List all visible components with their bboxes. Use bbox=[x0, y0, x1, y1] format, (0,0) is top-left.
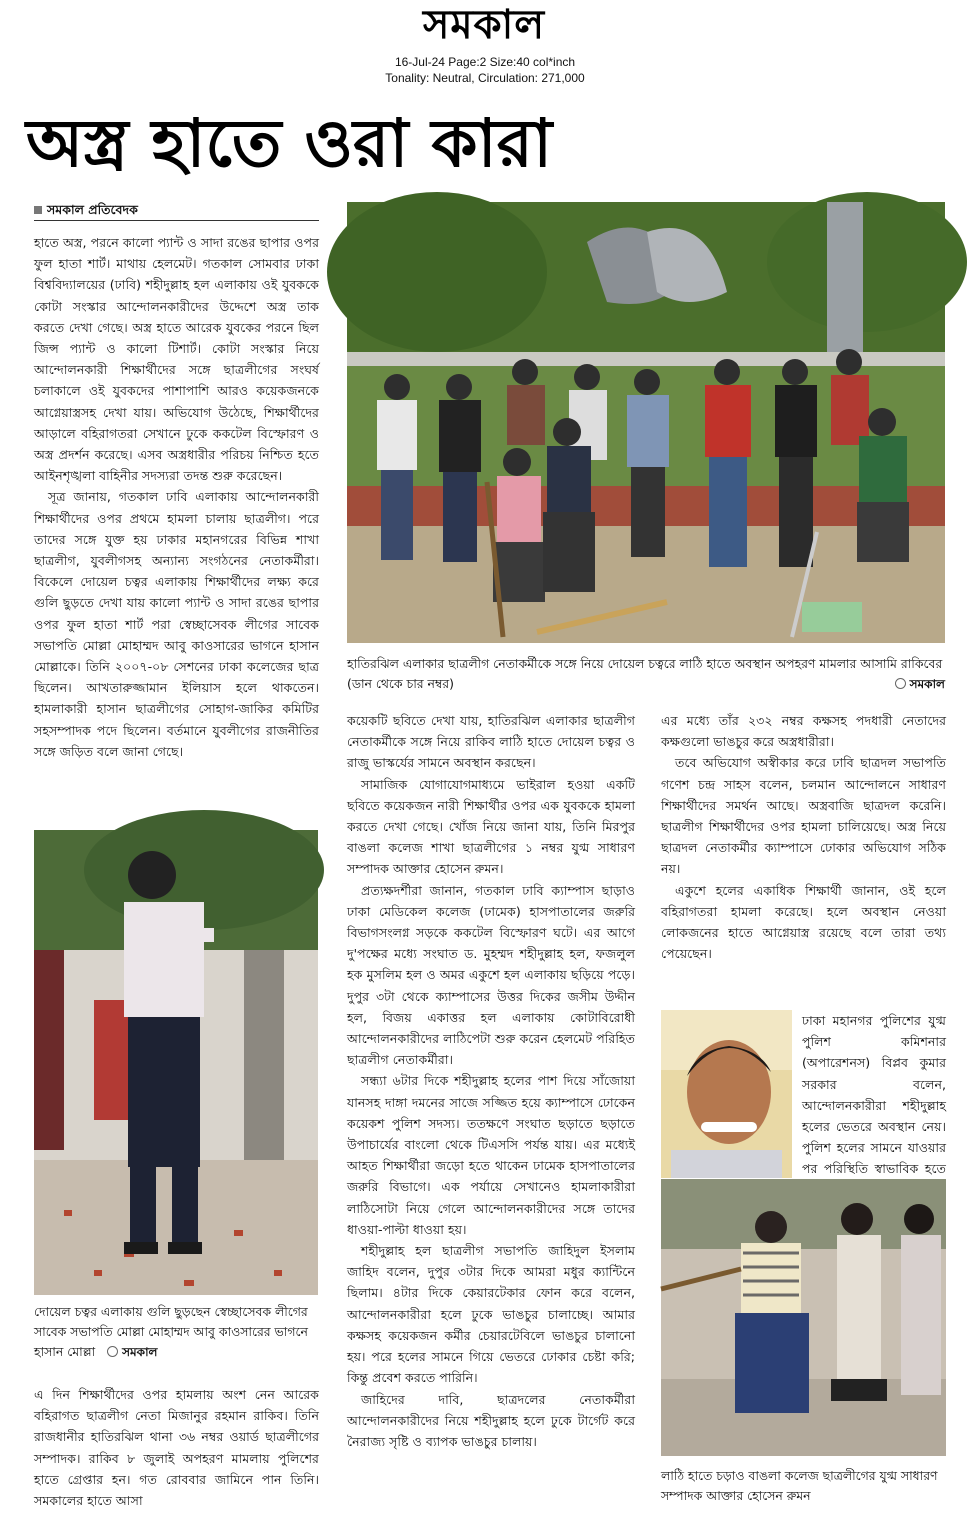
headline: অস্ত্র হাতে ওরা কারা bbox=[26, 104, 553, 182]
paragraph: প্রত্যক্ষদর্শীরা জানান, গতকাল ঢাবি ক্যাম্পাস ছাড়াও ঢাকা মেডিকেল কলেজ (ঢামেক) হাসপাতালের জরুরি বিভাগসংলগ্ন সড়কে ককটেল বিস্ফোরণ ঘটে। এর আগে দু'পক্ষের মধ্যে সংঘাত ড. মুহম্মদ শহীদুল্লাহ হল, ফজলুল হক মুসলিম হল ও অমর একুশে হল এলাকায় ছড়িয়ে পড়ে। দুপুর ৩টা থেকে ক্যাম্পাসের উত্তর দিকের জসীম উদ্দীন হল, বিজয় একাত্তর হল এলাকায় কোটাবিরোধী আন্দোলনকারীদের লাঠিপেটা শুরু করেন হেলমেট পরিহিত ছাত্রলীগ নেতাকর্মীরা। bbox=[347, 882, 635, 1068]
camera-icon bbox=[107, 1346, 118, 1357]
paragraph: একুশে হলের একাধিক শিক্ষার্থী জানান, ওই হলে বহিরাগতরা হামলা করেছে। হলে অবস্থান নেওয়া লোকজনের হাতে আগ্নেয়াস্ত্র রয়েছে বলে তারা তথ্য পেয়েছেন। bbox=[661, 882, 946, 962]
portrait-photo bbox=[661, 1010, 792, 1178]
byline-square-icon bbox=[34, 206, 42, 214]
caption-text: হাতিরঝিল এলাকার ছাত্রলীগ নেতাকর্মীকে সঙ্গে নিয়ে দোয়েল চত্বরে লাঠি হাতে অবস্থান অপহরণ মামলার আসামি রাকিবের (ডান থেকে চার নম্বর) bbox=[347, 656, 943, 691]
paragraph: সামাজিক যোগাযোগমাধ্যমে ভাইরাল হওয়া একটি ছবিতে কয়েকজন নারী শিক্ষার্থীর ওপর এক যুবককে হামলা করতে দেখা গেছে। খোঁজ নিয়ে জানা যায়, তিনি মিরপুর বাঙলা কলেজ শাখা ছাত্রলীগের ১ নম্বর যুগ্ম সাধারণ সম্পাদক আক্তার হোসেন রুমন। bbox=[347, 776, 635, 877]
paragraph: এ দিন শিক্ষার্থীদের ওপর হামলায় অংশ নেন আরেক বহিরাগত ছাত্রলীগ নেতা মিজানুর রহমান রাকিব। তিনি রাজধানীর হাতিরঝিল থানা ৩৬ নম্বর ওয়ার্ড ছাত্রলীগের সম্পাদক। রাকিব ৮ জুলাই অপহরণ মামলায় পুলিশের হাতে গ্রেপ্তার হন। গত রোববার জামিনে পান তিনি। সমকালের হাতে আসা bbox=[34, 1387, 319, 1509]
paragraph: কয়েকটি ছবিতে দেখা যায়, হাতিরঝিল এলাকার ছাত্রলীগ নেতাকর্মীকে সঙ্গে নিয়ে রাকিব লাঠি হাতে দোয়েল চত্বর ও রাজু ভাস্কর্যের সামনে অবস্থান করছেন। bbox=[347, 713, 635, 771]
photo-credit: সমকাল bbox=[895, 674, 945, 694]
attack-photo-image bbox=[661, 1179, 946, 1456]
byline bbox=[34, 200, 319, 221]
paragraph: এর মধ্যে তাঁর ২৩২ নম্বর কক্ষসহ পদধারী নেতাদের কক্ষগুলো ভাঙচুর করে অস্ত্রধারীরা। bbox=[661, 713, 946, 750]
group-photo-caption bbox=[347, 654, 945, 698]
paragraph: জাহিদের দাবি, ছাত্রদলের নেতাকর্মীরা আন্দোলনকারীদের নিয়ে শহীদুল্লাহ হলে ঢুকে টার্গেট করে নৈরাজ্য সৃষ্টি ও ব্যাপক ভাঙচুর চালায়। bbox=[347, 1391, 635, 1449]
group-photo-image bbox=[347, 202, 945, 643]
camera-icon bbox=[895, 678, 906, 689]
masthead bbox=[0, 0, 968, 95]
gunman-photo-caption bbox=[34, 1302, 318, 1366]
paragraph: হাতে অস্ত্র, পরনে কালো প্যান্ট ও সাদা রঙের ছাপার ওপর ফুল হাতা শার্ট। মাথায় হেলমেট। গতকাল সোমবার ঢাকা বিশ্ববিদ্যালয়ের (ঢাবি) শহীদুল্লাহ হল এলাকায় ওই যুবককে কোটা সংস্কার আন্দোলনকারীদের উদ্দেশে অস্ত্র তাক করতে দেখা গেছে। অস্ত্র হাতে আরেক যুবকের পরনে ছিল জিন্স প্যান্ট ও কালো টিশার্ট। কোটা সংস্কার নিয়ে আন্দোলনকারী শিক্ষার্থীদের সঙ্গে ছাত্রলীগের সংঘর্ষ চলাকালে ওই যুবকদের পাশাপাশি আরও কয়েকজনকে আগ্নেয়াস্ত্রসহ দেখা যায়। অভিযোগ উঠেছে, শিক্ষার্থীদের আড়ালে বহিরাগতরা সেখানে ঢুকে ককটেল বিস্ফোরণ ও অস্ত্র প্রদর্শন করেছে। এসব অস্ত্রধারীর পরিচয় নিশ্চিত হতে আইনশৃঙ্খলা বাহিনীর সদস্যরা তদন্ত শুরু করেছেন। bbox=[34, 235, 319, 484]
caption-text: দোয়েল চত্বর এলাকায় গুলি ছুড়ছেন স্বেচ্ছাসেবক লীগের সাবেক সভাপতি মোল্লা মোহাম্মদ আবু কাওসারের ভাগনে হাসান মোল্লা bbox=[34, 1304, 308, 1359]
paragraph: ঢাকা মহানগর পুলিশের যুগ্ম পুলিশ কমিশনার (অপারেশনস) বিপ্লব কুমার সরকার বলেন, আন্দোলনকারীরা শহীদুল্লাহ হলের ভেতরে অবস্থান নেয়। পুলিশ হলের সামনে যাওয়ার পর পরিস্থিতি স্বাভাবিক হতে bbox=[802, 1013, 946, 1177]
clipping-meta-circulation: Tonality: Neutral, Circulation: 271,000 bbox=[385, 71, 585, 85]
clipping-meta-date: 16-Jul-24 Page:2 Size:40 col*inch bbox=[394, 55, 576, 69]
column-3-beside-portrait bbox=[802, 1010, 946, 1177]
attack-photo bbox=[661, 1179, 946, 1456]
paragraph: সন্ধ্যা ৬টার দিকে শহীদুল্লাহ হলের পাশ দিয়ে সাঁজোয়া যানসহ দাঙ্গা দমনের সাজে সজ্জিত হয়ে ক্যাম্পাসে ঢোকেন কয়েকশ পুলিশ সদস্য। ততক্ষণে সংঘাত ছড়াতে ছড়াতে উপাচার্যের বাংলো থেকে টিএসসি পর্যন্ত যায়। এর মধ্যেই আহত শিক্ষার্থীরা জড়ো হতে থাকেন ঢামেক হাসপাতালের জরুরি বিভাগে। এক পর্যায়ে সেখানেও হামলাকারীরা লাঠিসোটা নিয়ে গেলে আন্দোলনকারীদের সঙ্গে তাদের ধাওয়া-পাল্টা ধাওয়া হয়। bbox=[347, 1073, 635, 1237]
column-2 bbox=[347, 710, 635, 1514]
byline-text: সমকাল প্রতিবেদক bbox=[47, 202, 138, 217]
paragraph: সূত্র জানায়, গতকাল ঢাবি এলাকায় আন্দোলনকারী শিক্ষার্থীদের ওপর প্রথমে হামলা চালায় ছাত্রলীগ। পরে তাদের সঙ্গে যুক্ত হয় ঢাকার মহানগরের বিভিন্ন শাখা ছাত্রলীগ, যুবলীগসহ অন্যান্য সংগঠনের নেতাকর্মীরা। বিকেলে দোয়েল চত্বর এলাকায় শিক্ষার্থীদের লক্ষ্য করে গুলি ছুড়তে দেখা যায় কালো প্যান্ট ও সাদা রঙের ছাপার ওপর ফুল হাতা শার্ট পরা স্বেচ্ছাসেবক লীগের সাবেক সভাপতি মোল্লা মোহাম্মদ আবু কাওসারের ভাগনে হাসান মোল্লাকে। তিনি ২০০৭-০৮ সেশনের ঢাকা কলেজের ছাত্র ছিলেন। আখতারুজ্জামান ইলিয়াস হলে থাকতেন। হামলাকারী হাসান ছাত্রলীগের সোহাগ-জাকির কমিটির সহসম্পাদক পদে ছিলেন। বর্তমানে যুবলীগের রাজনীতির সঙ্গে জড়িত বলে জানা গেছে। bbox=[34, 489, 319, 759]
gunman-photo bbox=[34, 830, 318, 1295]
group-photo bbox=[347, 202, 945, 643]
paragraph: তবে অভিযোগ অস্বীকার করে ঢাবি ছাত্রদল সভাপতি গণেশ চন্দ্র সাহস বলেন, চলমান আন্দোলনে সাধারণ শিক্ষার্থীদের সমর্থন আছে। অস্ত্রবাজি ছাত্রদল করেনি। ছাত্রলীগ শিক্ষার্থীদের ওপর হামলা চালিয়েছে। অস্ত্র নিয়ে ছাত্রদল নেতাকর্মীর ক্যাম্পাসে ঢোকার অভিযোগ সঠিক নয়। bbox=[661, 755, 946, 877]
column-1-continued bbox=[34, 1384, 319, 1512]
gunman-photo-image bbox=[34, 830, 318, 1295]
newspaper-logo: সমকাল bbox=[422, 2, 546, 48]
attack-photo-caption: লাঠি হাতে চড়াও বাঙলা কলেজ ছাত্রলীগের যুগ্ম সাধারণ সম্পাদক আক্তার হোসেন রুমন bbox=[661, 1468, 938, 1503]
paragraph: শহীদুল্লাহ হল ছাত্রলীগ সভাপতি জাহিদুল ইসলাম জাহিদ বলেন, দুপুর ৩টার দিকে আমরা মধুর ক্যান্টিনে ছিলাম। ৪টার দিকে কেয়ারটেকার ফোন করে বলেন, আন্দোলনকারীরা হলে ঢুকে ভাঙচুর চালাচ্ছে। আমার কক্ষসহ কয়েকজন কর্মীর চেয়ারটেবিলে ভাঙচুর চালানো হয়। পরে হলের সামনে গিয়ে ভেতরে ঢোকার চেষ্টা করি; কিন্তু প্রবেশ করতে পারিনি। bbox=[347, 1243, 635, 1386]
photo-credit: সমকাল bbox=[107, 1345, 157, 1359]
column-3 bbox=[661, 710, 946, 1010]
portrait-image bbox=[661, 1010, 792, 1178]
column-1 bbox=[34, 232, 319, 816]
